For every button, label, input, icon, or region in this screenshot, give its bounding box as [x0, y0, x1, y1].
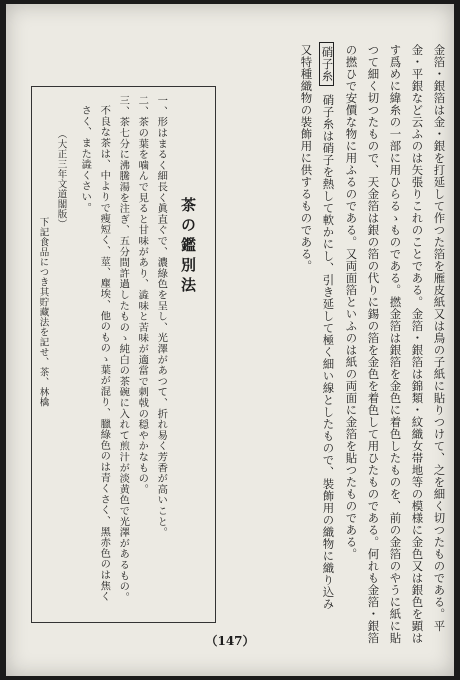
- main-line-2: 金・平銀など云ふのは矢張りこれのことである。金箔・銀箔は錦類・紋織女帯地等の模様に金色又は銀色を顕は: [410, 44, 425, 644]
- main-line-6: 硝子糸は硝子を熱して軟かにし、引き延して極く細い線としたもので、裝飾用の織物に織り込み: [321, 94, 336, 610]
- main-line-5: の撚ひで安價な物に用ふるのである。又両面箔といふのは紙の両面に金箔を貼つたものである。: [344, 44, 359, 560]
- box-item-5: さく、また澁くさい。: [79, 105, 92, 213]
- box-item-4: 不良な茶は、中よりで痩短く、莖、塵埃、他のものゝ葉が混り、臘綠色のは青くさく、黑赤色のは焦く: [98, 105, 111, 602]
- main-line-1: 金箔・銀箔は金・銀を打延して作つた箔を雁皮紙又は鳥の子紙に貼りつけて、之を細く切つたものである。平: [432, 44, 447, 632]
- box-item-2: 二、茶の葉を噛んで見ると甘味があり、澁味と苦味が適當で刺戟の穏やかなもの。: [136, 95, 149, 495]
- section-heading-glass-thread: 硝子糸: [319, 42, 334, 86]
- box-item-1: 一、形はまるく細長く眞直ぐで、濃綠色を呈し、光澤があつて、折れ易く芳香が高いこと。: [155, 95, 168, 538]
- box-note-source: （大正三年文道閣版）: [55, 129, 67, 229]
- main-line-7: 又特種織物の裝飾用に供するものである。: [299, 44, 314, 272]
- box-item-3: 三、茶七分に沸騰湯を注ぎ、五分間許過したものゝ純白の茶碗に入れて煎汁が淡黄色で光澤があるもの。: [117, 95, 130, 603]
- main-line-3: す爲めに緯糸の一部に用ひらるゝものである。撚金箔は銀箔を金色に着色したものを、前の金箔のやうに紙に貼: [388, 44, 403, 644]
- box-note-question: 下記食品につき其貯藏法を記せ、茶、林檎: [37, 217, 49, 407]
- box-title: 茶の鑑別法: [179, 197, 197, 297]
- book-page: [6, 4, 454, 676]
- page-number: （147）: [205, 634, 255, 648]
- tea-appraisal-box: [31, 86, 216, 623]
- main-line-4: つて細く切つたもので、天金箔は銀の箔の代りに錫の箔を金色を着色して用ひたものである。何れも金箔・銀箔: [366, 44, 381, 644]
